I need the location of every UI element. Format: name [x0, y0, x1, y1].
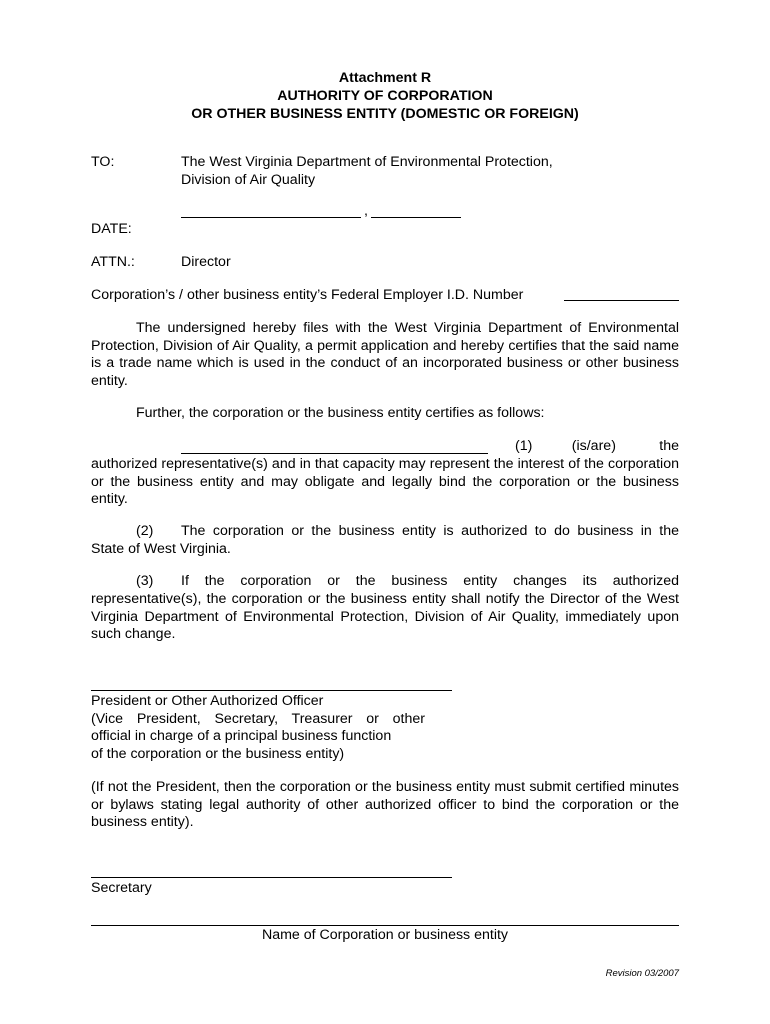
officer-note-1: (Vice President, Secretary, Treasurer or other	[91, 711, 425, 727]
item1-head: (1) (is/are) the	[515, 438, 679, 454]
to-label: TO:	[91, 154, 115, 170]
entity-name-label: Name of Corporation or business entity	[261, 927, 509, 943]
date-comma: ,	[364, 203, 368, 219]
item2-number: (2)	[136, 523, 154, 539]
revision-date: Revision 03/2007	[605, 968, 679, 979]
attn-label: ATTN.:	[91, 254, 135, 270]
secretary-label: Secretary	[91, 880, 152, 896]
item1-text: authorized representative(s) and in that capacity may represent the interest of the corporation or the business entity and may obligate and legally bind the corporation or the business entity.	[91, 456, 679, 507]
item2-first-line: The corporation or the business entity is authorized to do business in the	[181, 523, 679, 539]
officer-note-2: official in charge of a principal business function	[91, 728, 392, 744]
to-line1: The West Virginia Department of Environmental Protection,	[181, 154, 553, 170]
date-label: DATE:	[91, 221, 132, 237]
date-blank-2[interactable]	[371, 217, 461, 218]
paragraph-certifies-as-follows: Further, the corporation or the business entity certifies as follows:	[136, 405, 545, 421]
officer-title: President or Other Authorized Officer	[91, 693, 324, 709]
form-subtitle: OR OTHER BUSINESS ENTITY (DOMESTIC OR FOREIGN)	[191, 106, 579, 122]
representative-name-blank[interactable]	[181, 453, 488, 454]
item3-number: (3)	[136, 573, 154, 589]
officer-signature-line[interactable]	[91, 690, 452, 691]
entity-name-line[interactable]	[91, 925, 679, 926]
officer-note-3: of the corporation or the business entity)	[91, 746, 345, 762]
to-line2: Division of Air Quality	[181, 172, 316, 188]
date-blank-1[interactable]	[181, 217, 361, 218]
fein-blank[interactable]	[564, 300, 679, 301]
authority-note: (If not the President, then the corporation or the business entity must submit certified minutes or bylaws stating legal authority of other authorized officer to bind the corporation or the business entity).	[91, 779, 679, 830]
form-title: AUTHORITY OF CORPORATION	[277, 88, 493, 104]
paragraph-certification: The undersigned hereby files with the West Virginia Department of Environmental Protection, Division of Air Quality, a permit application and hereby certifies that the said name is a trade name which is used in the conduct of an incorporated business or other business entity.	[91, 320, 679, 389]
fein-label: Corporation’s / other business entity’s Federal Employer I.D. Number	[91, 287, 524, 303]
secretary-signature-line[interactable]	[91, 877, 452, 878]
item3-first-line: If the corporation or the business entity changes its authorized	[181, 573, 679, 589]
attachment-label: Attachment R	[338, 70, 432, 86]
attn-value: Director	[181, 254, 231, 270]
item3-rest: representative(s), the corporation or the business entity shall notify the Director of the West Virginia Department of Environmental Protection, Division of Air Quality, immediately upon such change.	[91, 591, 679, 642]
item2-rest: State of West Virginia.	[91, 541, 231, 557]
